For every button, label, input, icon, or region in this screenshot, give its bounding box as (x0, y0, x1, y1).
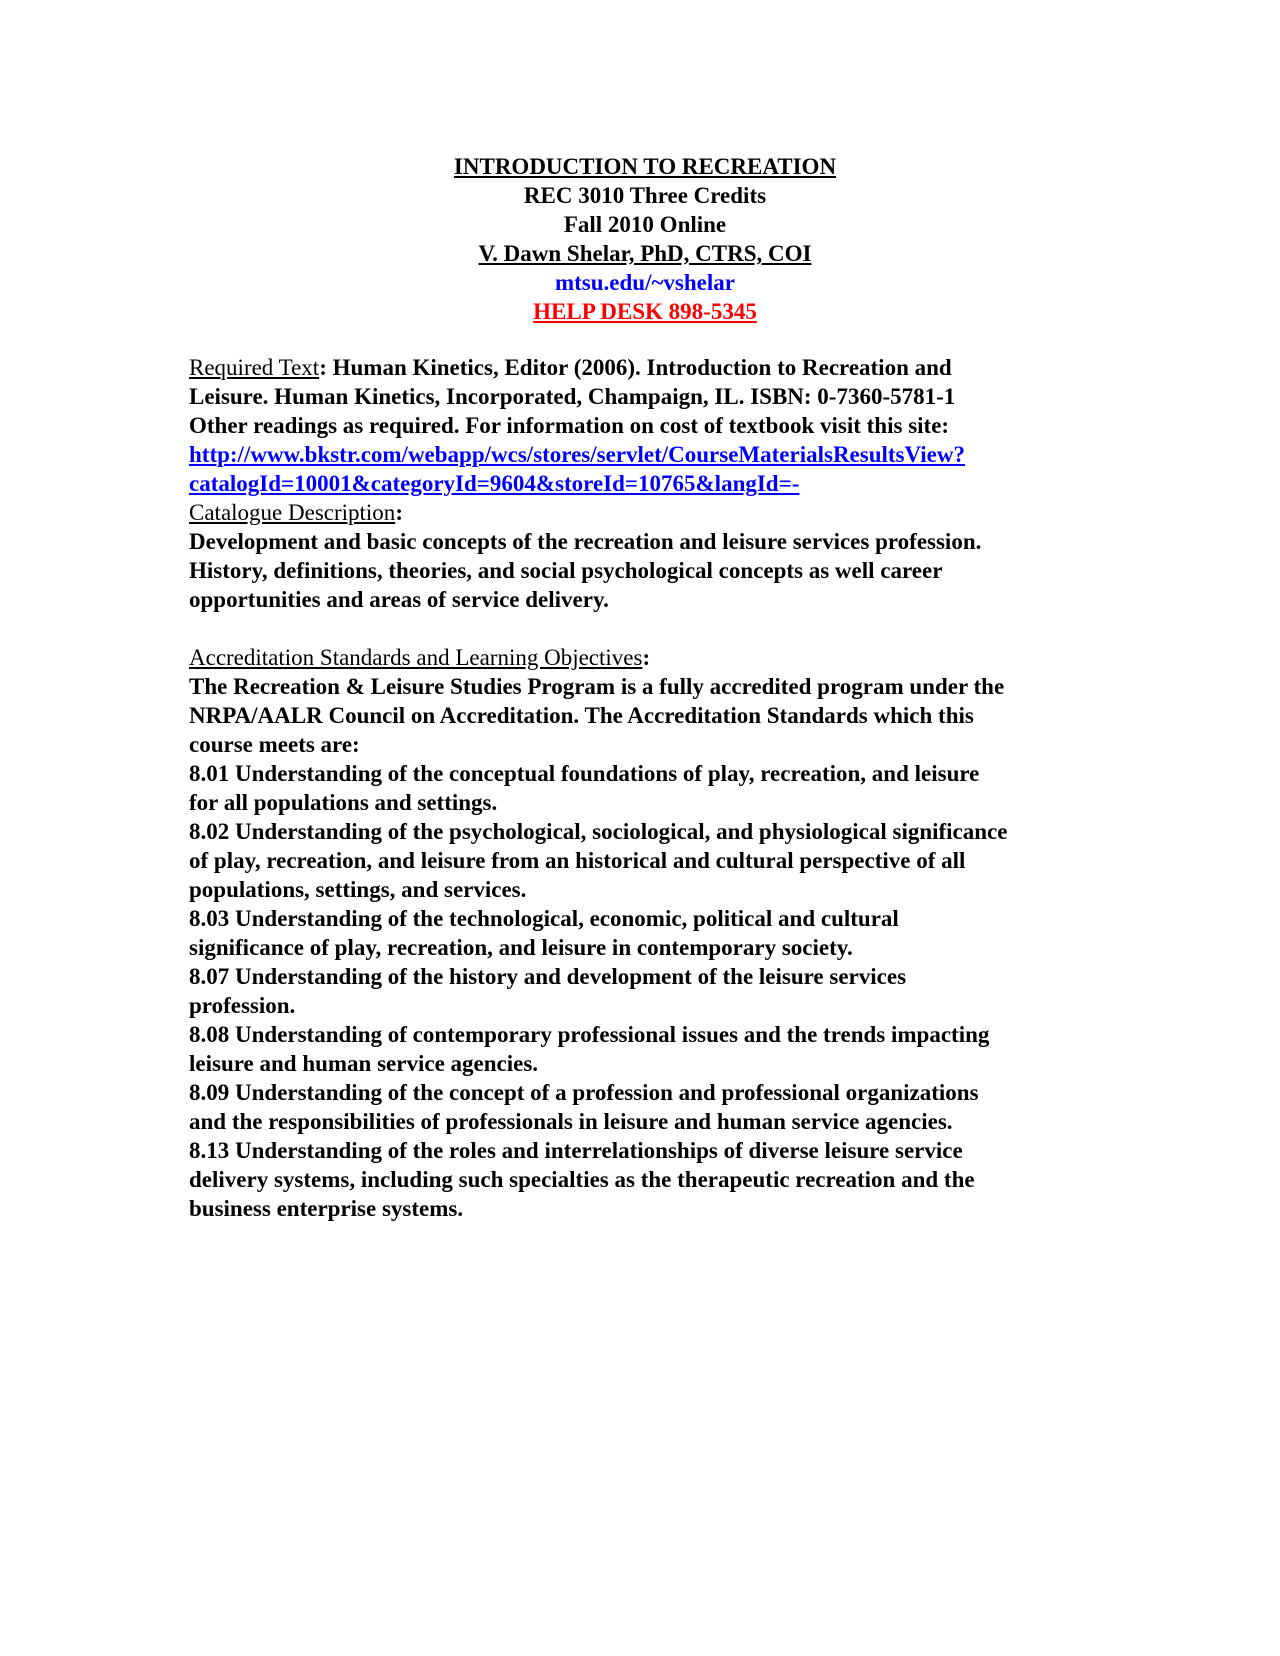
standard-line: significance of play, recreation, and leisure in contemporary society. (189, 935, 853, 960)
standard-line: 8.13 Understanding of the roles and interrelationships of diverse leisure service (189, 1138, 963, 1163)
required-text-line-3: Other readings as required. For information on cost of textbook visit this site: (189, 413, 950, 438)
accreditation-intro-line: course meets are: (189, 732, 360, 757)
standard-line: 8.07 Understanding of the history and development of the leisure services (189, 964, 907, 989)
standard-line: and the responsibilities of professionals in leisure and human service agencies. (189, 1109, 953, 1134)
catalogue-heading (189, 498, 1089, 527)
course-title: INTRODUCTION TO RECREATION (453, 154, 837, 179)
required-text-line-1 (189, 353, 1089, 382)
course-code-credits: REC 3010 Three Credits (523, 183, 767, 208)
standard-line: 8.03 Understanding of the technological, economic, political and cultural (189, 906, 899, 931)
instructor-name: V. Dawn Shelar, PhD, CTRS, COI (478, 241, 812, 266)
required-text-label: Required Text (189, 355, 320, 380)
accreditation-intro-line: The Recreation & Leisure Studies Program is a fully accredited program under the (189, 674, 1005, 699)
section-gap (189, 614, 1089, 643)
standard-8-02 (189, 817, 1089, 904)
catalogue-line: History, definitions, theories, and social psychological concepts as well career (189, 558, 943, 583)
accreditation-heading (189, 643, 1089, 672)
required-text-line-2: Leisure. Human Kinetics, Incorporated, Champaign, IL. ISBN: 0-7360-5781-1 (189, 384, 956, 409)
standard-line: 8.01 Understanding of the conceptual foundations of play, recreation, and leisure (189, 761, 980, 786)
catalogue-line: Development and basic concepts of the recreation and leisure services profession. (189, 529, 982, 554)
standard-line: delivery systems, including such specialties as the therapeutic recreation and the (189, 1167, 975, 1192)
standard-line: for all populations and settings. (189, 790, 498, 815)
accreditation-intro-line: NRPA/AALR Council on Accreditation. The Accreditation Standards which this (189, 703, 974, 728)
standard-8-08 (189, 1020, 1089, 1078)
catalogue-label: Catalogue Description (189, 500, 396, 525)
standard-line: business enterprise systems. (189, 1196, 464, 1221)
standard-line: profession. (189, 993, 296, 1018)
help-desk-phone: HELP DESK 898-5345 (533, 299, 757, 324)
instructor-website-link[interactable]: mtsu.edu/~vshelar (554, 270, 735, 295)
required-text-citation: : Human Kinetics, Editor (2006). Introduction to Recreation and (319, 355, 952, 380)
catalogue-colon: : (395, 500, 403, 525)
standard-8-13 (189, 1136, 1089, 1223)
standard-8-01 (189, 759, 1089, 817)
standard-8-07 (189, 962, 1089, 1020)
standard-8-09 (189, 1078, 1089, 1136)
course-header (0, 152, 1280, 326)
accreditation-colon: : (642, 645, 651, 670)
standard-line: leisure and human service agencies. (189, 1051, 539, 1076)
course-term: Fall 2010 Online (563, 212, 727, 237)
standard-line: 8.08 Understanding of contemporary professional issues and the trends impacting (189, 1022, 990, 1047)
catalogue-line: opportunities and areas of service delivery. (189, 587, 609, 612)
textbook-cost-link-part-1[interactable]: http://www.bkstr.com/webapp/wcs/stores/servlet/CourseMaterialsResultsView? (189, 442, 965, 467)
standard-line: populations, settings, and services. (189, 877, 527, 902)
standard-line: 8.02 Understanding of the psychological, sociological, and physiological significance (189, 819, 1008, 844)
accreditation-label: Accreditation Standards and Learning Objectives (189, 645, 643, 670)
textbook-cost-link-part-2[interactable]: catalogId=10001&categoryId=9604&storeId=10765&langId=- (189, 471, 800, 496)
standard-line: 8.09 Understanding of the concept of a profession and professional organizations (189, 1080, 979, 1105)
syllabus-body (189, 353, 1089, 1223)
standard-8-03 (189, 904, 1089, 962)
standard-line: of play, recreation, and leisure from an historical and cultural perspective of all (189, 848, 966, 873)
